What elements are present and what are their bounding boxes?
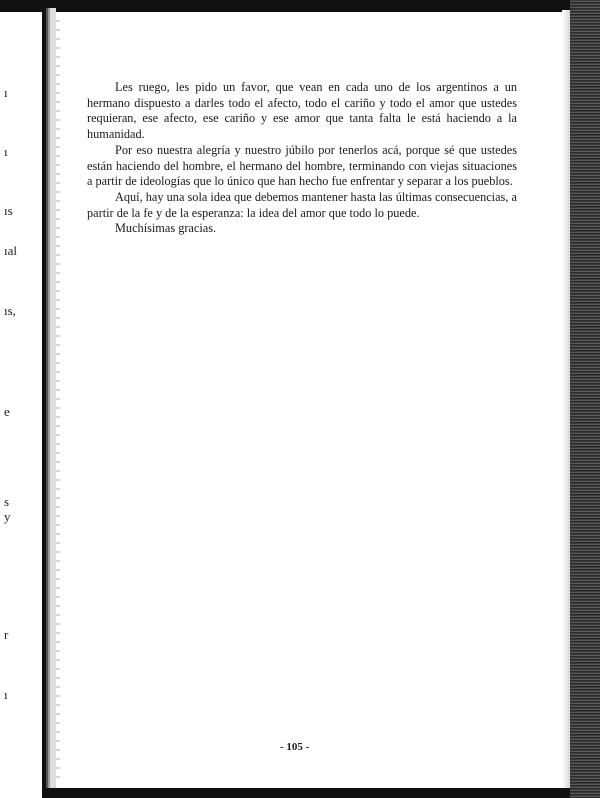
facing-page-fragment: ıs [4,203,13,218]
facing-page-fragment: s [4,494,10,509]
book-binding [42,8,56,798]
paragraph: Les ruego, les pido un favor, que vean en cada uno de los argentinos a un hermano dispuesto a darles todo el afecto, todo el cariño y todo el amor que ustedes requieran, ese afecto, ese cariño y ese amor que tanta falta le está haciendo a la humanidad. [87,80,517,142]
binding-texture [56,20,60,780]
facing-page-fragment: ıs, [4,303,16,318]
scan-bottom-edge [44,788,570,798]
facing-page-fragment: ı [4,687,8,702]
facing-page-fragment: y [4,509,11,524]
body-text [87,80,517,237]
page-shadow [562,10,570,790]
facing-page-fragment: ı [4,144,8,159]
page-number: - 105 - [280,741,310,753]
facing-page [0,8,44,798]
paragraph: Aquí, hay una sola idea que debemos mantener hasta las últimas consecuencias, a partir de la fe y de la esperanza: la idea del amor que todo lo puede. [87,189,517,220]
facing-page-fragment: ı [4,85,8,100]
paragraph: Muchísimas gracias. [115,221,217,236]
facing-page-fragment: e [4,404,10,419]
facing-page-fragment: r [4,627,9,642]
paragraph: Por eso nuestra alegría y nuestro júbilo por tenerlos acá, porque sé que ustedes están haciendo del hombre, el hermano del hombre, terminando con viejas situaciones a partir de ideologías que lo único que han hecho fue enfrentar y separar a los pueblos. [87,142,517,189]
facing-page-fragment: ıal [4,243,17,258]
scan-top-edge [0,0,600,12]
scan-right-edge [570,0,600,798]
